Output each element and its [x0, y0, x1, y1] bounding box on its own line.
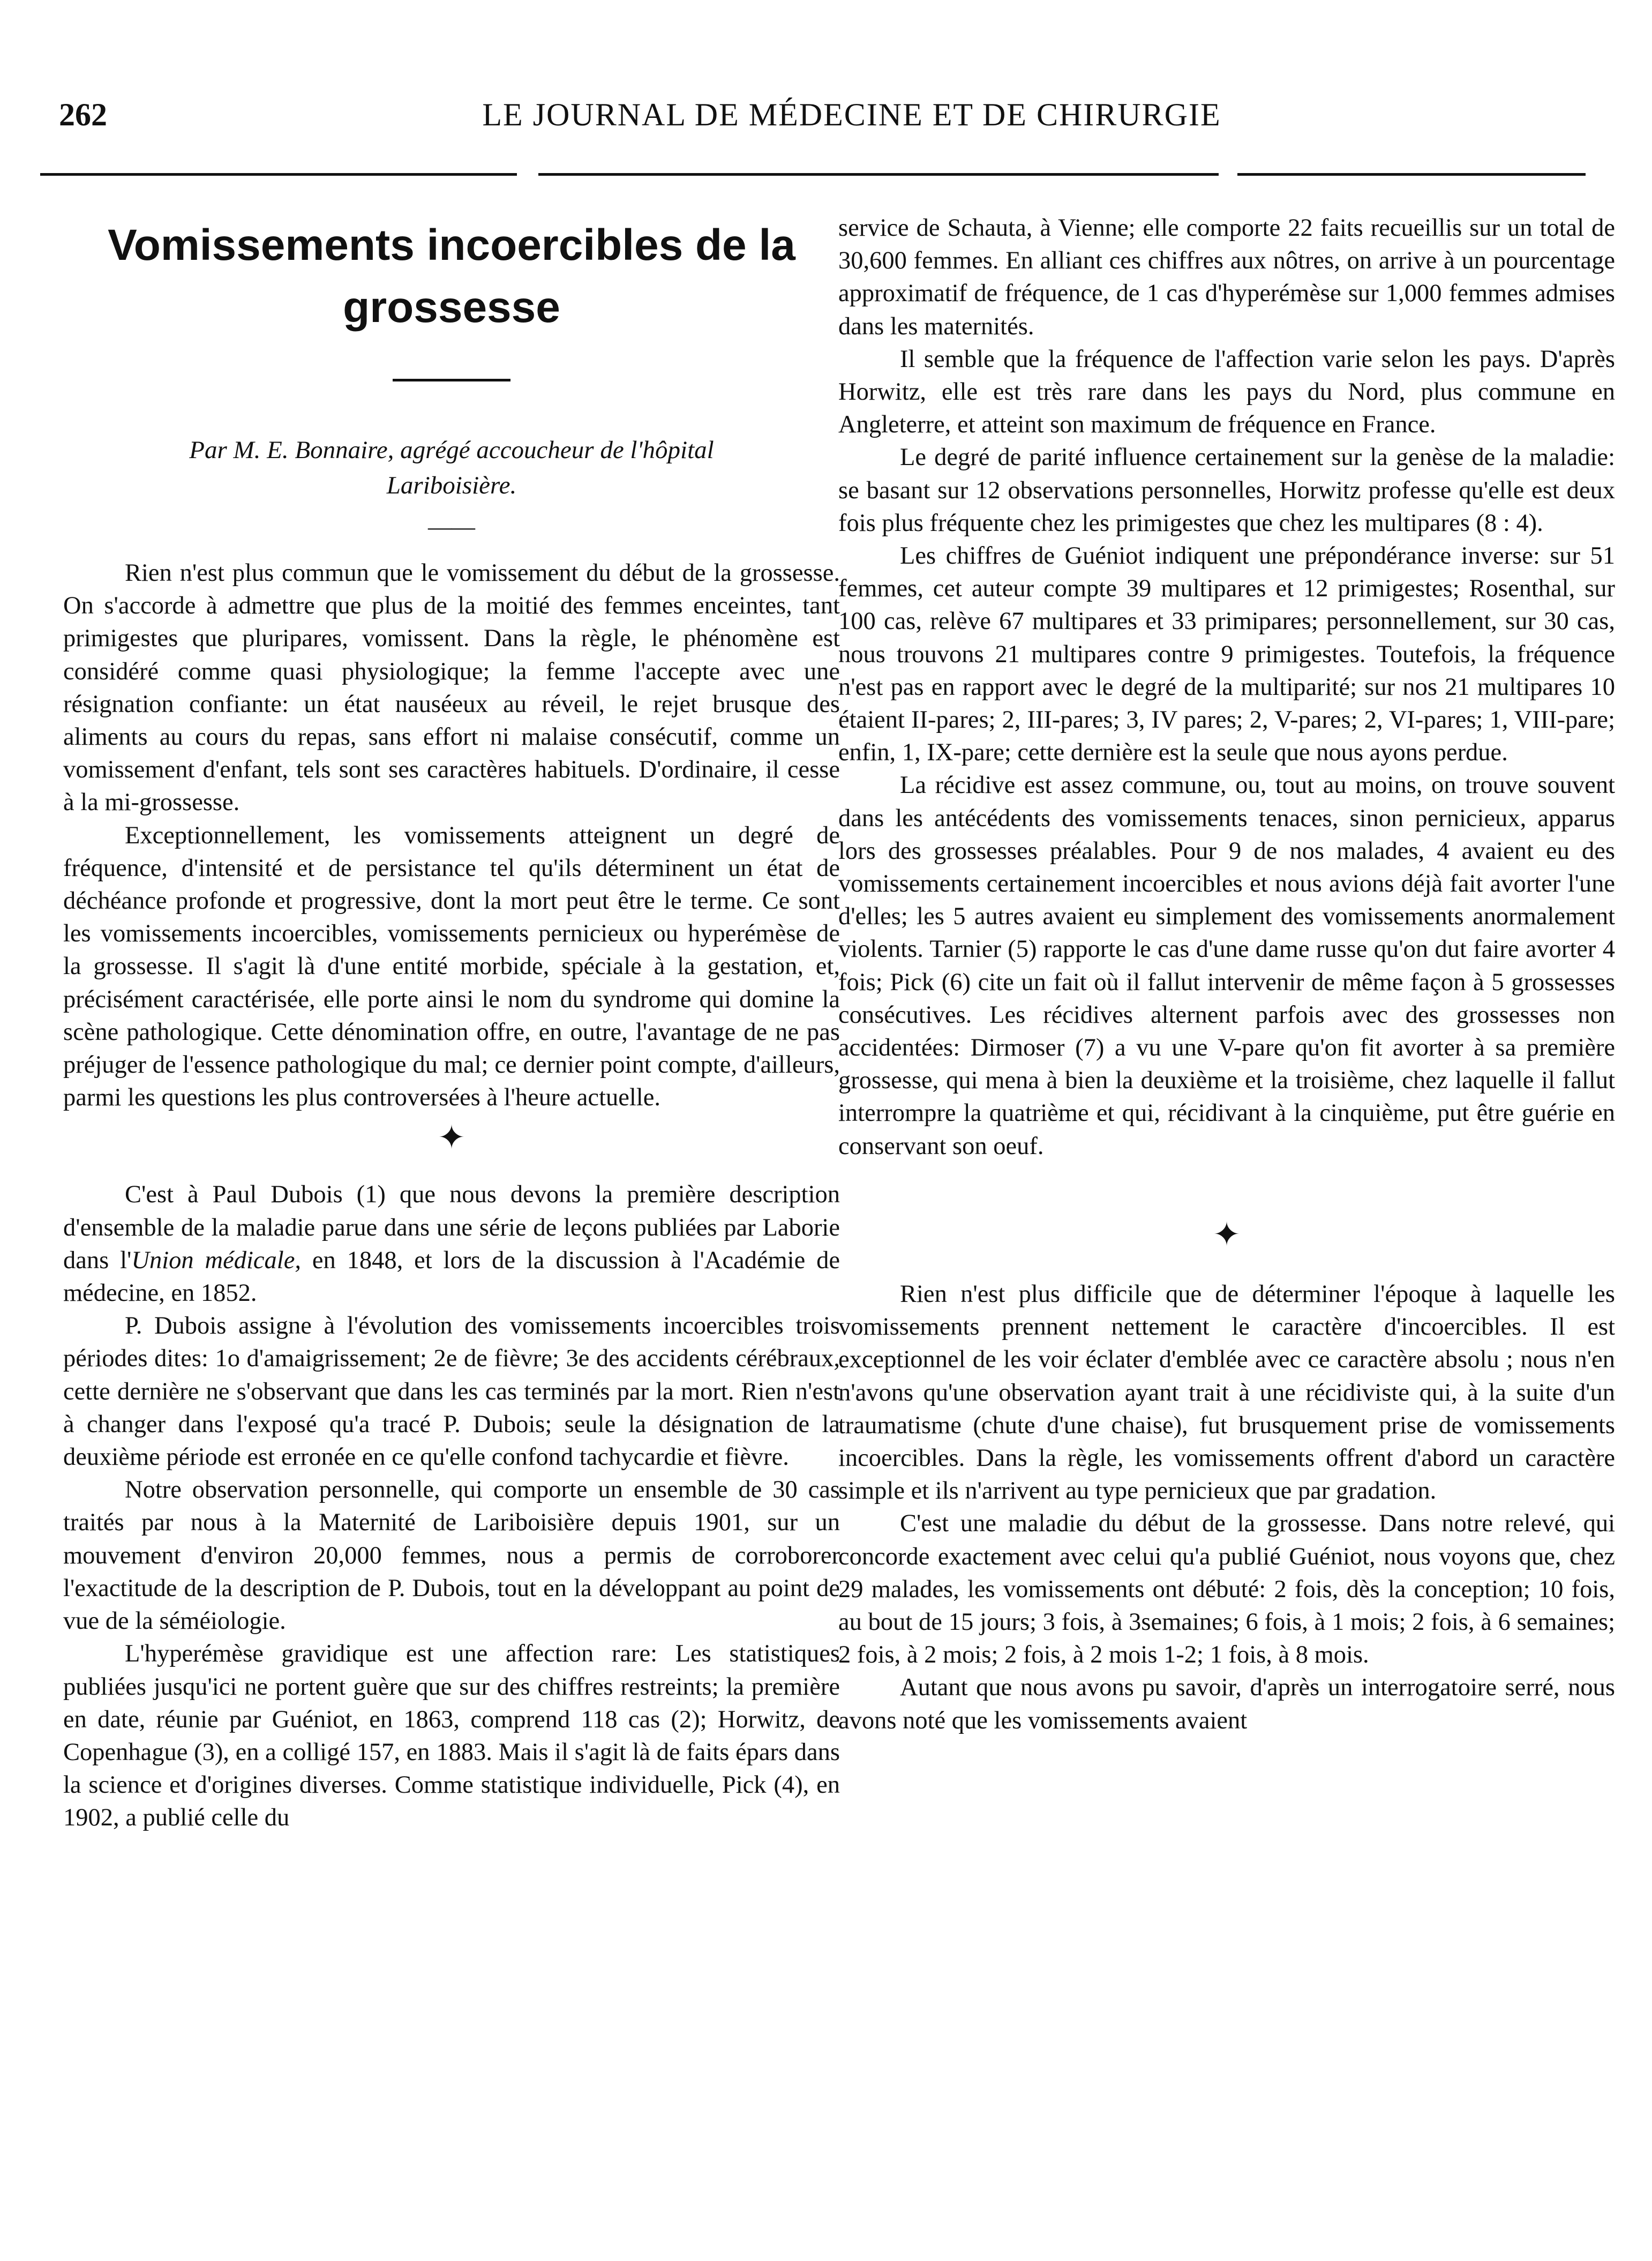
- paragraph: C'est une maladie du début de la grossesse. Dans notre relevé, qui concorde exactement avec celui qu'a publié Guéniot, nous voyons que, chez 29 malades, les vomissements ont débuté: 2 fois, dès la conception; 10 fois, au bout de 15 jours; 3 fois, à 3semaines; 6 fois, à 1 mois; 2 fois, à 6 semaines; 2 fois, à 2 mois; 2 fois, à 2 mois 1-2; 1 fois, à 8 mois.: [838, 1510, 1615, 1669]
- paragraph-text: C'est à Paul Dubois (1) que nous devons la première description d'ensemble de la maladie parue dans une série de leçons publiées par Laborie dans l': [63, 1181, 840, 1274]
- left-column: [63, 214, 840, 1835]
- article-byline: [63, 432, 840, 503]
- right-column: [838, 212, 1615, 1737]
- header-rule-left: [40, 173, 517, 176]
- paragraph: Les chiffres de Guéniot indiquent une prépondérance inverse: sur 51 femmes, cet auteur compte 39 multipares et 12 primigestes; Rosenthal, sur 100 cas, relève 67 multipares et 33 primipares; personnellement, sur 30 cas, nous trouvons 21 multipares contre 9 primigestes. Toutefois, la fréquence n'est pas en rapport avec le degré de la multiparité; sur nos 21 multipares 10 étaient II-pares; 2, III-pares; 3, IV pares; 2, V-pares; 2, VI-pares; 1, VIII-pare; enfin, 1, IX-pare; cette dernière est la seule que nous ayons perdue.: [838, 542, 1615, 767]
- paragraph: L'hyperémèse gravidique est une affection rare: Les statistiques publiées jusqu'ici ne portent guère que sur des chiffres restreints; la première en date, réunie par Guéniot, en 1863, comprend 118 cas (2); Horwitz, de Copenhague (3), en a colligé 157, en 1883. Mais il s'agit là de faits épars dans la science et d'origines diverses. Comme statistique individuelle, Pick (4), en 1902, a publié celle du: [63, 1640, 840, 1832]
- section-ornament: ✦: [1213, 1216, 1241, 1253]
- header-rule-middle: [538, 173, 1219, 176]
- paragraph: Il semble que la fréquence de l'affection varie selon les pays. D'après Horwitz, elle est très rare dans les pays du Nord, plus commune en Angleterre, et atteint son maximum de fréquence en France.: [838, 345, 1615, 439]
- title-rule: [393, 379, 510, 381]
- paragraph: Notre observation personnelle, qui comporte un ensemble de 30 cas traités par nous à la Maternité de Lariboisière depuis 1901, sur un mouvement d'environ 20,000 femmes, nous a permis de corroborer l'exactitude de la description de P. Dubois, tout en la développant au point de vue de la séméiologie.: [63, 1476, 840, 1635]
- paragraph: Autant que nous avons pu savoir, d'après un interrogatoire serré, nous avons noté que les vomissements avaient: [838, 1674, 1615, 1734]
- paragraph-text: en 1848, et lors de la discussion à l'Académie de médecine, en 1852.: [63, 1246, 840, 1307]
- article-title: Vomissements incoercibles de la grossesse: [108, 221, 795, 332]
- paragraph: [63, 1178, 840, 1309]
- header-rule-right: [1237, 173, 1586, 176]
- byline-dash: ——: [428, 514, 475, 540]
- page-header: [59, 96, 1602, 145]
- byline-line-2: Lariboisière.: [386, 471, 517, 499]
- paragraph: P. Dubois assigne à l'évolution des vomissements incoercibles trois périodes dites: 1o d'amaigrissement; 2e de fièvre; 3e des accidents cérébraux, cette dernière ne s'observant que dans les cas terminés par la mort. Rien n'est à changer dans l'exposé qu'a tracé P. Dubois; seule la désignation de la deuxième période est erronée en ce qu'elle confond tachycardie et fièvre.: [63, 1312, 840, 1471]
- paragraph: La récidive est assez commune, ou, tout au moins, on trouve souvent dans les antécédents des vomissements tenaces, sinon pernicieux, apparus lors des grossesses préalables. Pour 9 de nos malades, 4 avaient eu des vomissements certainement incoercibles et nous avions déjà fait avorter l'une d'elles; les 5 autres avaient eu simplement des vomissements anormalement violents. Tarnier (5) rapporte le cas d'une dame russe qu'on dut faire avorter 4 fois; Pick (6) cite un fait où il fallut intervenir de même façon à 5 grossesses consécutives. Les récidives alternent parfois avec des grossesses non accidentées: Dirmoser (7) a vu une V-pare qu'on fit avorter à sa première grossesse, qui mena à bien la deuxième et la troisième, chez laquelle il fallut interrompre la quatrième et qui, récidivant à la cinquième, put être guérie en conservant son oeuf.: [838, 772, 1615, 1160]
- journal-name: Union médicale,: [131, 1246, 301, 1274]
- paragraph: Rien n'est plus difficile que de déterminer l'époque à laquelle les vomissements prennent nettement le caractère d'incoercibles. Il est exceptionnel de les voir éclater d'emblée avec ce caractère absolu ; nous n'en n'avons qu'une observation ayant trait à une récidiviste qui, à la suite d'un traumatisme (chute d'une chaise), fut brusquement prise de vomissements incoercibles. Dans la règle, les vomissements offrent d'abord un caractère simple et ils n'arrivent au type pernicieux que par gradation.: [838, 1280, 1615, 1505]
- byline-line-1: Par M. E. Bonnaire, agrégé accoucheur de l'hôpital: [189, 436, 714, 464]
- section-ornament: ✦: [438, 1120, 465, 1157]
- paragraph: service de Schauta, à Vienne; elle comporte 22 faits recueillis sur un total de 30,600 femmes. En alliant ces chiffres aux nôtres, on arrive à un pourcentage approximatif de fréquence, de 1 cas d'hyperémèse sur 1,000 femmes admises dans les maternités.: [838, 214, 1615, 340]
- page-number: 262: [59, 97, 107, 132]
- paragraph: Le degré de parité influence certainement sur la genèse de la maladie: se basant sur 12 observations personnelles, Horwitz professe qu'elle est deux fois plus fréquente chez les primigestes que chez les multipares (8 : 4).: [838, 444, 1615, 537]
- journal-title: LE JOURNAL DE MÉDECINE ET DE CHIRURGIE: [482, 97, 1221, 132]
- paragraph: Rien n'est plus commun que le vomissement du début de la grossesse. On s'accorde à admettre que plus de la moitié des femmes enceintes, tant primigestes que pluripares, vomissent. Dans la règle, le phénomène est considéré comme quasi physiologique; la femme l'accepte avec une résignation confiante: un état nauséeux au réveil, le rejet brusque des aliments au cours du repas, sans effort ni malaise consécutif, comme un vomissement d'enfant, tels sont ses caractères habituels. D'ordinaire, il cesse à la mi-grossesse.: [63, 559, 840, 817]
- paragraph: Exceptionnellement, les vomissements atteignent un degré de fréquence, d'intensité et de persistance tel qu'ils déterminent un état de déchéance profonde et progressive, dont la mort peut être le terme. Ce sont les vomissements incoercibles, vomissements pernicieux ou hyperémèse de la grossesse. Il s'agit là d'une entité morbide, spéciale à la gestation, et, précisément caractérisée, elle porte ainsi le nom du syndrome qui domine la scène pathologique. Cette dénomination offre, en outre, l'avantage de ne pas préjuger de l'essence pathologique du mal; ce dernier point compte, d'ailleurs, parmi les questions les plus controversées à l'heure actuelle.: [63, 821, 840, 1112]
